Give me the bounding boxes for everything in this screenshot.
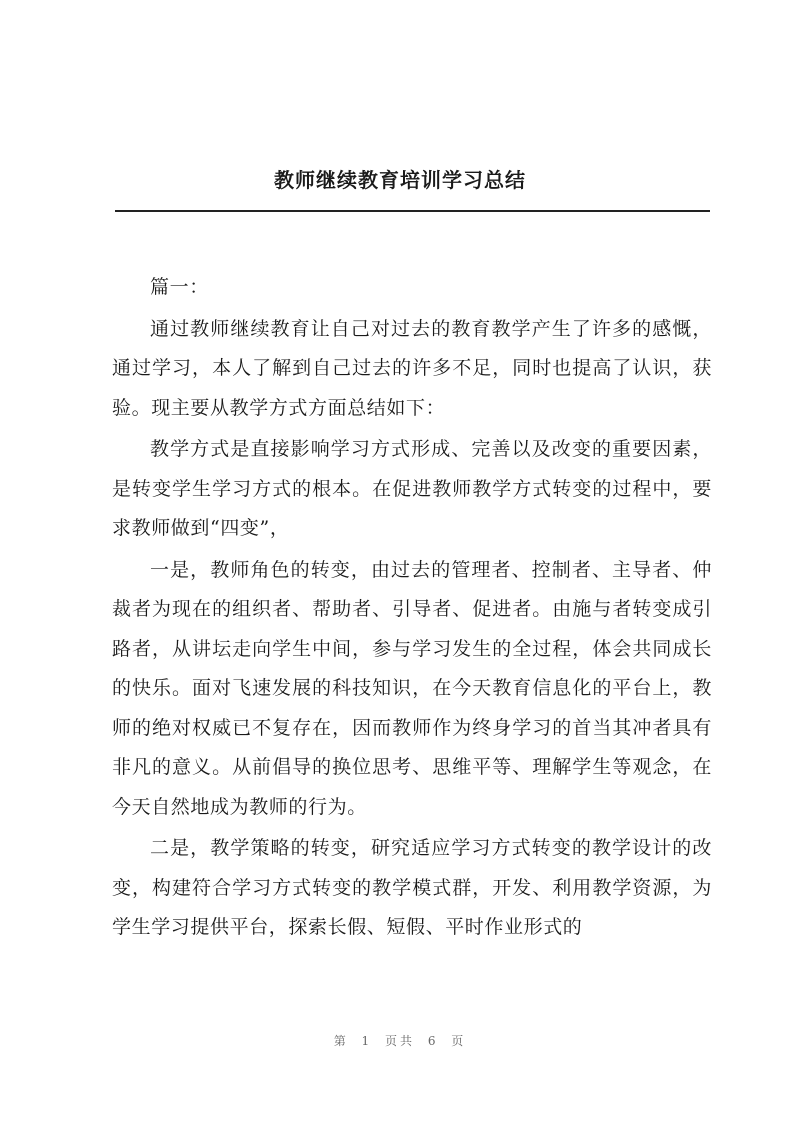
paragraph-role-change: 一是，教师角色的转变，由过去的管理者、控制者、主导者、仲裁者为现在的组织者、帮助者、引导者、促进者。由施与者转变成引路者，从讲坛走向学生中间，参与学习发生的全过程，体会共同成长的快乐。面对飞速发展的科技知识，在今天教育信息化的平台上，教师的绝对权威已不复存在，因而教师作为终身学习的首当其冲者具有非凡的意义。从前倡导的换位思考、思维平等、理解学生等观念，在今天自然地成为教师的行为。: [112, 558, 712, 818]
document-title: 教师继续教育培训学习总结: [274, 168, 526, 192]
paragraph-intro: 通过教师继续教育让自己对过去的教育教学产生了许多的感慨，通过学习，本人了解到自己过去的许多不足，同时也提高了认识，获验。现主要从教学方式方面总结如下：: [112, 317, 712, 419]
document-body: [112, 268, 712, 950]
paragraph-section-heading: 篇一：: [150, 276, 209, 298]
page-footer: 第 1 页共 6 页: [333, 1034, 467, 1048]
paragraph-teaching-method: 教学方式是直接影响学习方式形成、完善以及改变的重要因素，是转变学生学习方式的根本。在促进教师教学方式转变的过程中，要求教师做到“四变”，: [112, 438, 712, 539]
title-underline: [115, 210, 710, 212]
paragraph-strategy-change: 二是，教学策略的转变，研究适应学习方式转变的教学设计的改变，构建符合学习方式转变的教学模式群，开发、利用教学资源，为学生学习提供平台，探索长假、短假、平时作业形式的: [112, 837, 712, 938]
